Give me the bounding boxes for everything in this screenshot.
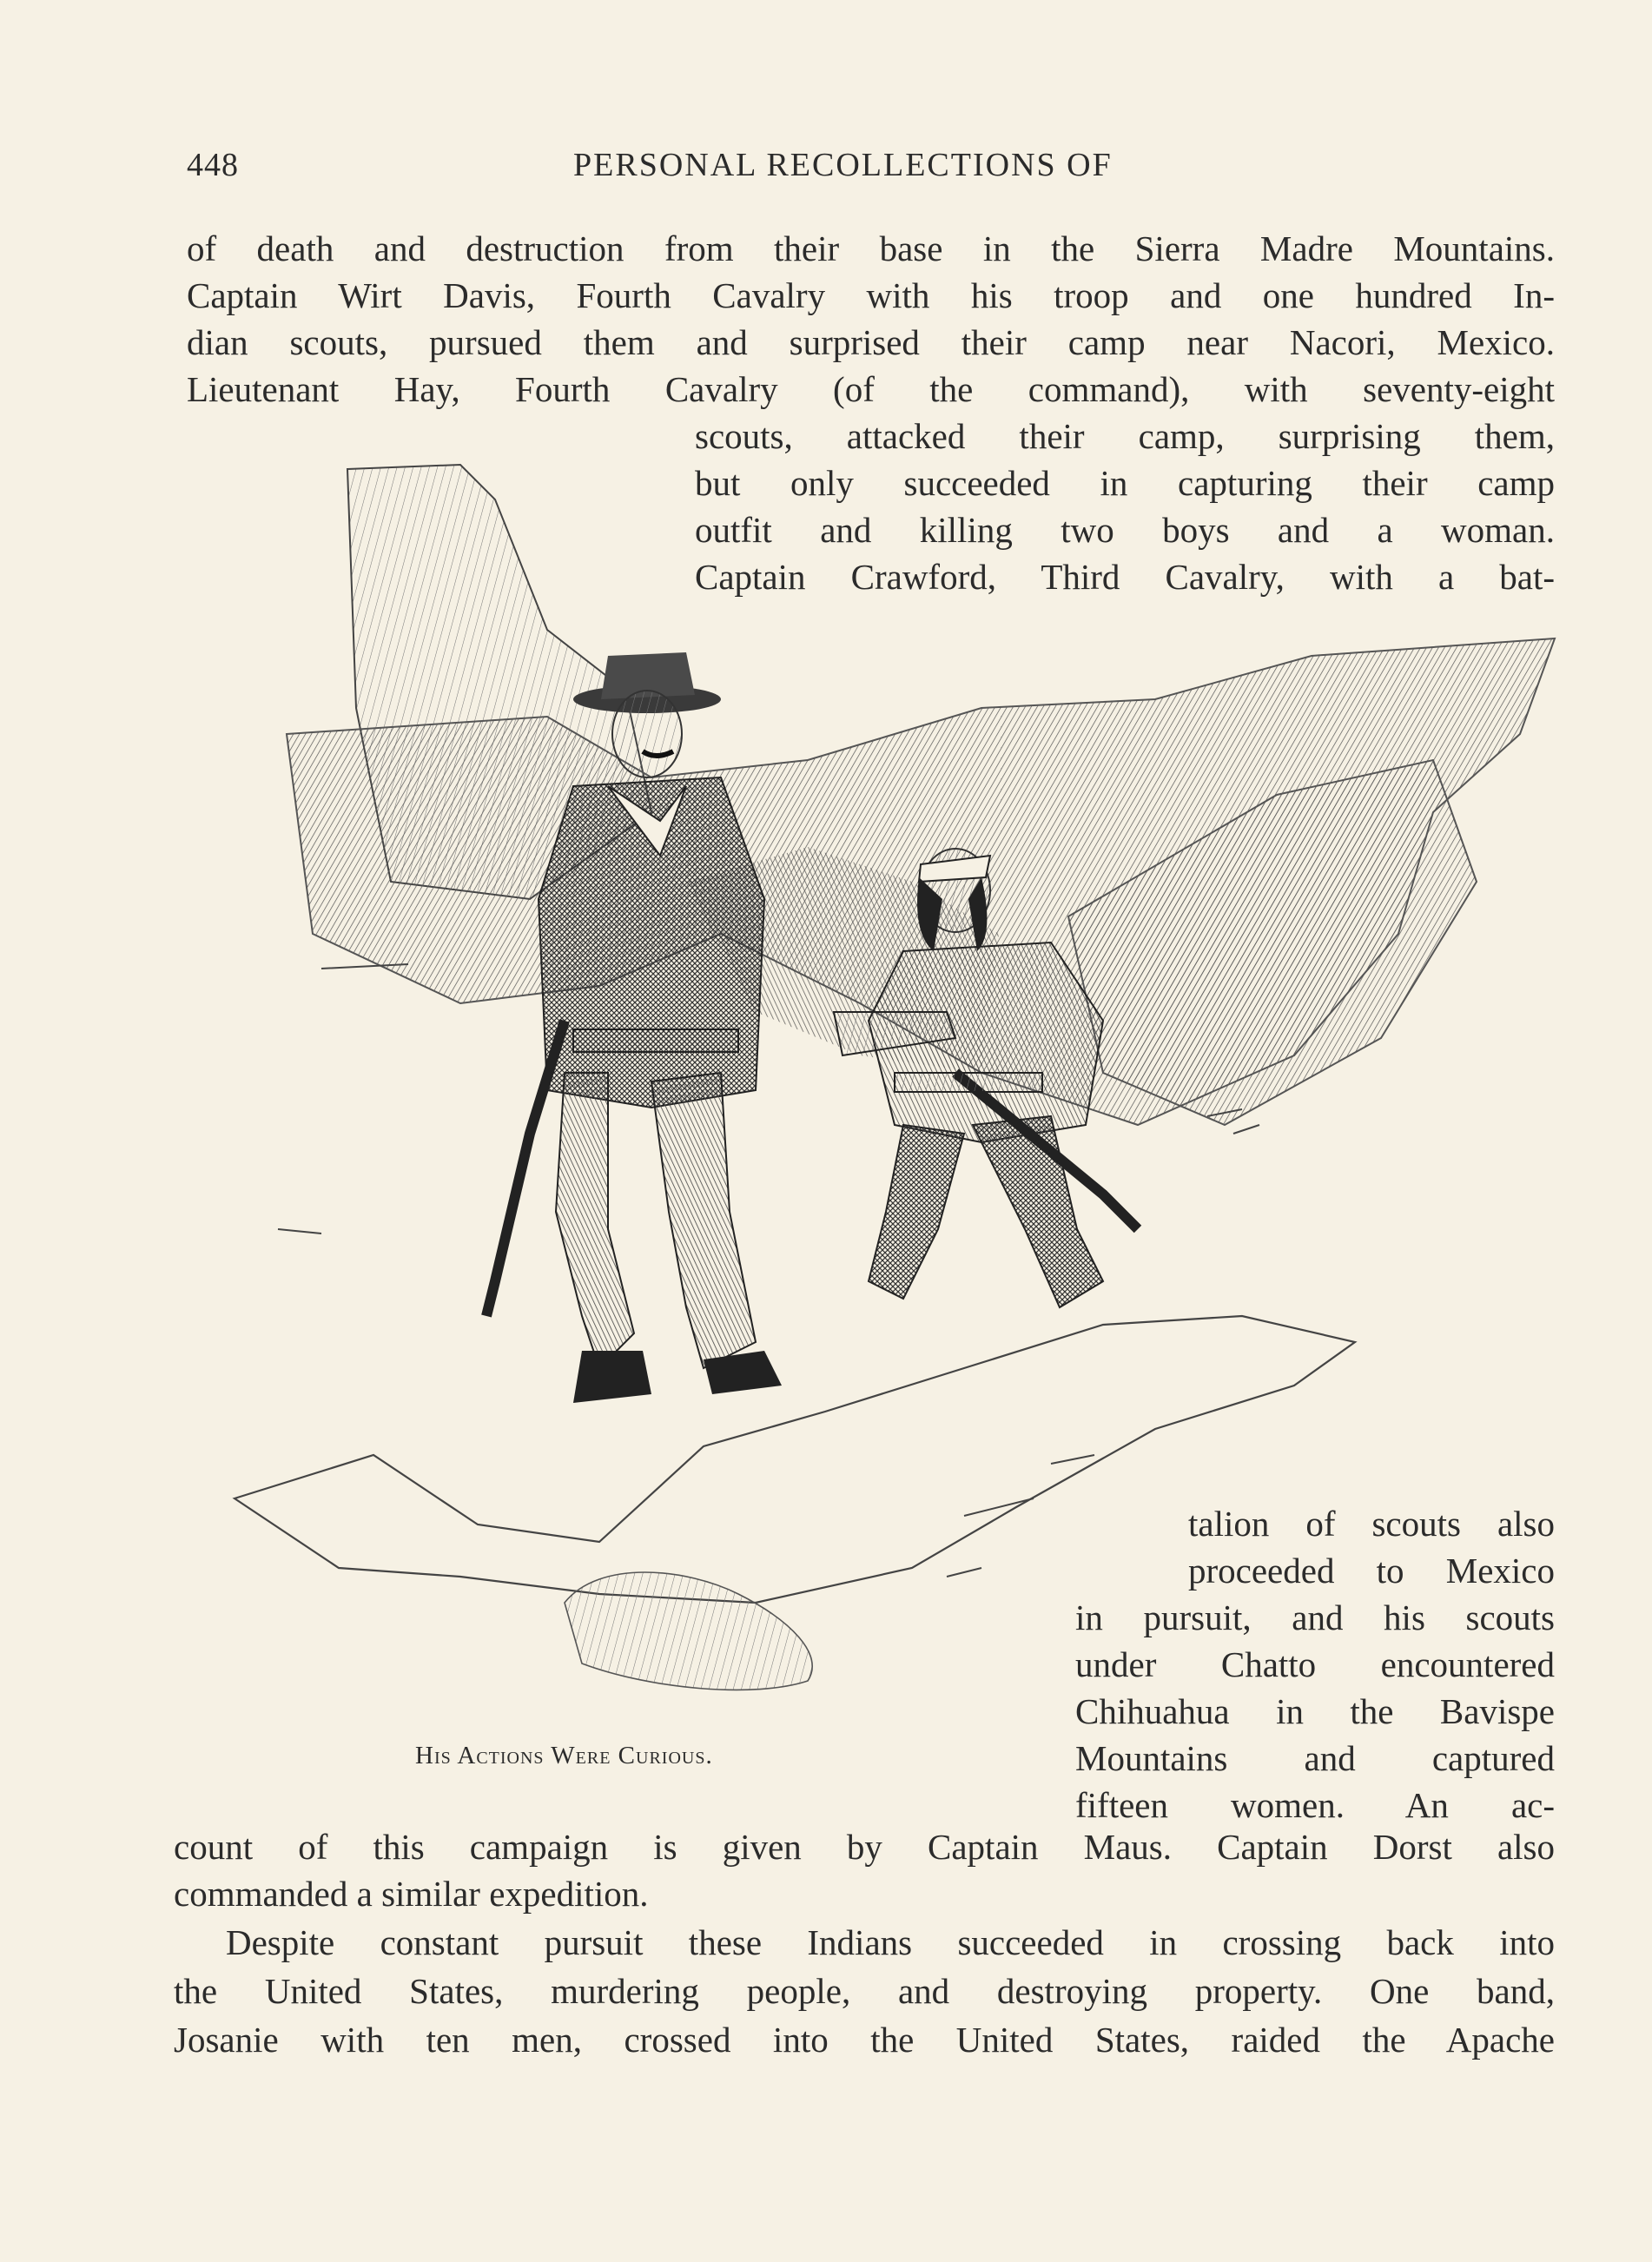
text-line-18: Despite constant pursuit these Indians succeeded in crossing back into bbox=[226, 1922, 1555, 1962]
text-line-3: dian scouts, pursued them and surprised their camp near Nacori, Mexico. bbox=[187, 322, 1555, 362]
text-line-13: Chihuahua in the Bavispe bbox=[1075, 1691, 1555, 1731]
text-line-14: Mountains and captured bbox=[1075, 1738, 1555, 1778]
text-line-10: proceeded to Mexico bbox=[1188, 1551, 1555, 1591]
text-line-11: in pursuit, and his scouts bbox=[1075, 1597, 1555, 1637]
text-line-16: count of this campaign is given by Captain Maus. Captain Dorst also bbox=[174, 1827, 1555, 1867]
text-line-2: Captain Wirt Davis, Fourth Cavalry with his troop and one hundred In- bbox=[187, 275, 1555, 315]
text-line-17: commanded a similar expedition. bbox=[174, 1874, 649, 1914]
text-line-5: scouts, attacked their camp, surprising them, bbox=[695, 416, 1555, 456]
running-head: PERSONAL RECOLLECTIONS OF bbox=[573, 147, 1113, 183]
text-line-20: Josanie with ten men, crossed into the United States, raided the Apache bbox=[174, 2020, 1555, 2060]
text-line-1: of death and destruction from their base in the Sierra Madre Mountains. bbox=[187, 228, 1555, 268]
text-line-7: outfit and killing two boys and a woman. bbox=[695, 510, 1555, 550]
text-line-4: Lieutenant Hay, Fourth Cavalry (of the command), with seventy-eight bbox=[187, 369, 1555, 409]
page-header bbox=[187, 146, 1555, 198]
text-line-6: but only succeeded in capturing their camp bbox=[695, 463, 1555, 503]
text-line-15: fifteen women. An ac- bbox=[1075, 1785, 1555, 1825]
text-line-12: under Chatto encountered bbox=[1075, 1644, 1555, 1684]
text-line-19: the United States, murdering people, and destroying property. One band, bbox=[174, 1971, 1555, 2011]
text-line-8: Captain Crawford, Third Cavalry, with a bat- bbox=[695, 557, 1555, 597]
illustration-caption: His Actions Were Curious. bbox=[415, 1742, 713, 1769]
text-line-9: talion of scouts also bbox=[1188, 1504, 1555, 1544]
page-number: 448 bbox=[187, 147, 239, 183]
